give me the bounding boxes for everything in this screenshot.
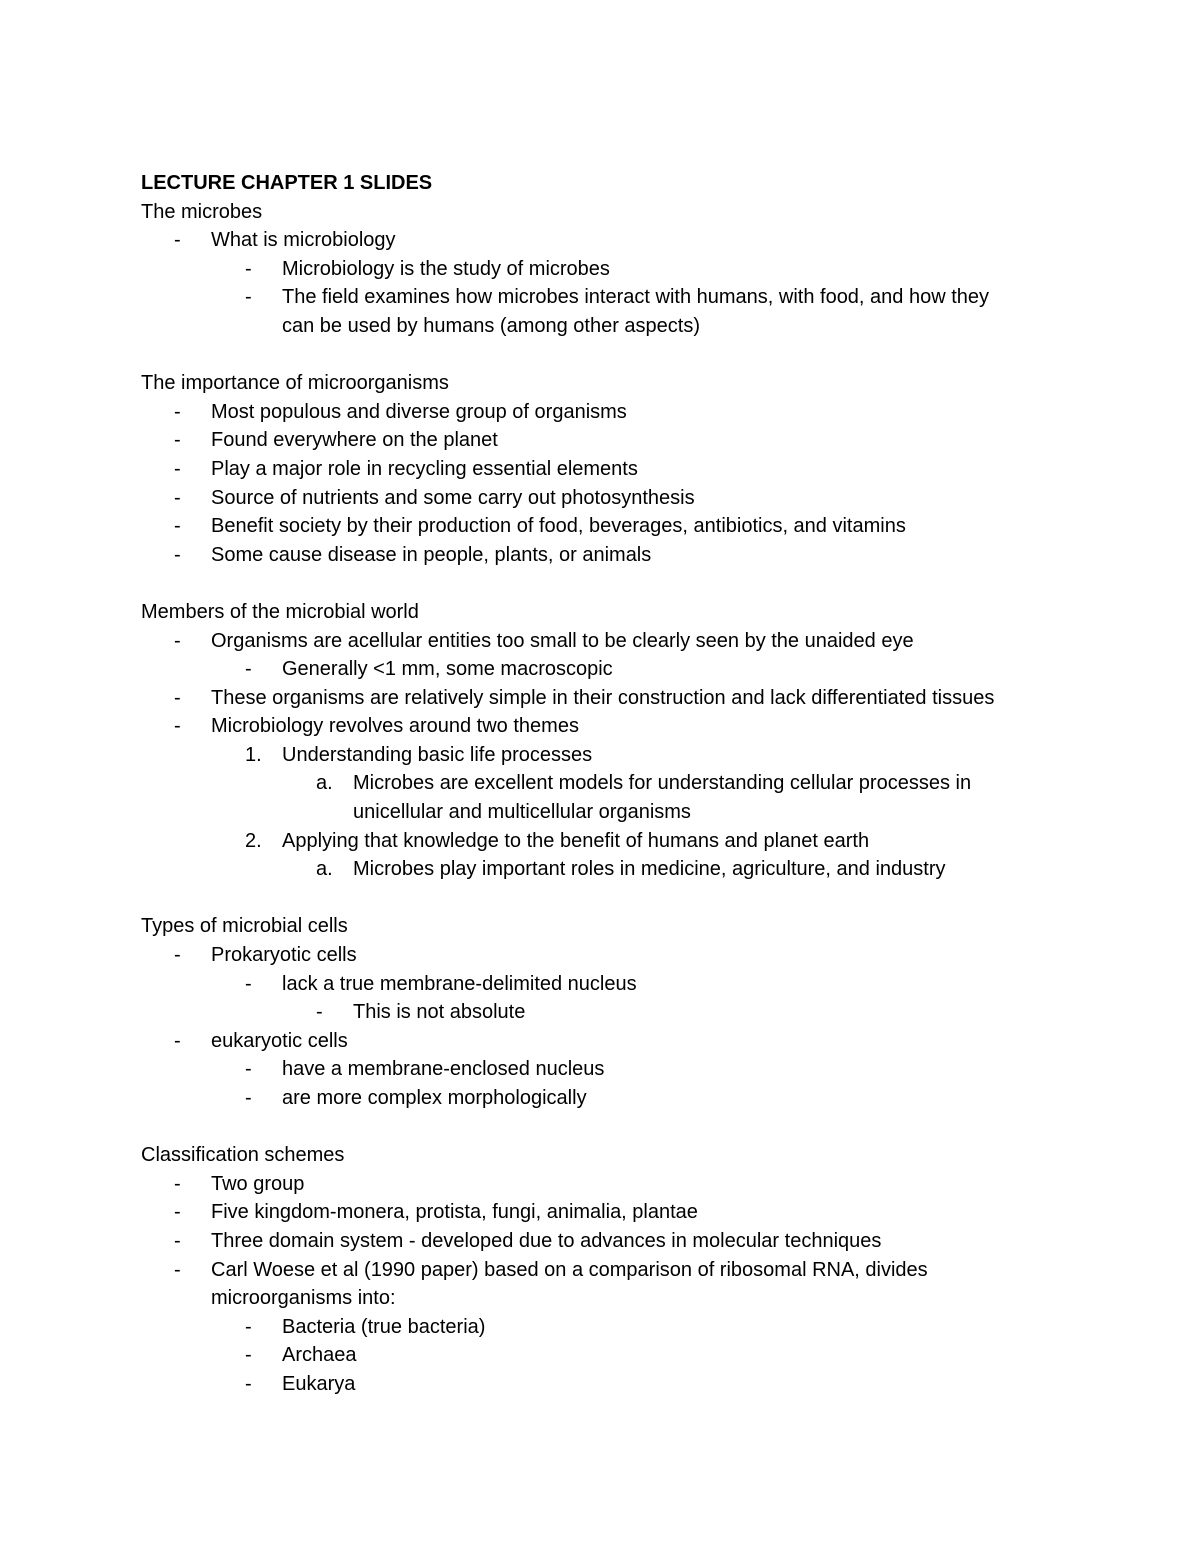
section-spacer xyxy=(141,884,1141,913)
list-marker: a. xyxy=(316,858,333,881)
list-marker: - xyxy=(245,257,252,280)
bullet-list-item xyxy=(141,1170,1141,1199)
bullet-list-item xyxy=(141,970,1141,999)
list-marker: - xyxy=(174,1029,181,1052)
section-heading xyxy=(141,912,1141,941)
list-marker: - xyxy=(174,486,181,509)
bullet-list-item xyxy=(141,283,1141,312)
bullet-list-item xyxy=(141,426,1141,455)
list-marker: - xyxy=(174,543,181,566)
list-marker: - xyxy=(174,457,181,480)
list-marker: - xyxy=(174,1172,181,1195)
section-spacer xyxy=(141,569,1141,598)
list-item-text: Source of nutrients and some carry out photosynthesis xyxy=(211,486,695,509)
list-item-text: Generally <1 mm, some macroscopic xyxy=(282,658,613,681)
bullet-list-item xyxy=(141,255,1141,284)
section-heading-text: Members of the microbial world xyxy=(141,600,419,623)
list-item-text: unicellular and multicellular organisms xyxy=(353,801,691,824)
bullet-list-item xyxy=(141,655,1141,684)
list-marker: - xyxy=(245,1058,252,1081)
list-marker: - xyxy=(245,1372,252,1395)
bullet-list-item xyxy=(141,1227,1141,1256)
bullet-list-item xyxy=(141,627,1141,656)
list-marker: - xyxy=(245,286,252,309)
list-item-text: Organisms are acellular entities too small to be clearly seen by the unaided eye xyxy=(211,629,914,652)
list-marker: - xyxy=(174,715,181,738)
list-item-text: Most populous and diverse group of organisms xyxy=(211,400,627,423)
list-marker: - xyxy=(245,1344,252,1367)
list-marker: - xyxy=(174,686,181,709)
list-item-text: Understanding basic life processes xyxy=(282,743,593,766)
list-marker: 1. xyxy=(245,743,262,766)
section-heading-text: Classification schemes xyxy=(141,1144,345,1167)
list-item-text: These organisms are relatively simple in their construction and lack differentiated tissues xyxy=(211,686,995,709)
list-marker: - xyxy=(174,429,181,452)
section-heading xyxy=(141,1141,1141,1170)
bullet-list-item xyxy=(141,398,1141,427)
bullet-list-item xyxy=(141,1341,1141,1370)
list-item-text: microorganisms into: xyxy=(211,1287,396,1310)
list-marker: - xyxy=(174,229,181,252)
bullet-list-item xyxy=(141,684,1141,713)
list-item-text: Microbiology is the study of microbes xyxy=(282,257,610,280)
bullet-list-item xyxy=(141,1256,1141,1285)
lettered-list-item xyxy=(141,855,1141,884)
bullet-list-item xyxy=(141,512,1141,541)
lettered-list-item xyxy=(141,769,1141,798)
list-item-text: Two group xyxy=(211,1172,305,1195)
list-marker: - xyxy=(174,515,181,538)
bullet-list-item xyxy=(141,541,1141,570)
bullet-list-item xyxy=(141,226,1141,255)
section-heading xyxy=(141,198,1141,227)
numbered-list-item xyxy=(141,741,1141,770)
document-body xyxy=(141,169,1141,1399)
section-heading-text: Types of microbial cells xyxy=(141,915,348,938)
list-item-continuation xyxy=(141,312,1141,341)
list-item-text: Microbes are excellent models for understanding cellular processes in xyxy=(353,772,972,795)
list-item-text: can be used by humans (among other aspects) xyxy=(282,314,701,337)
bullet-list-item xyxy=(141,455,1141,484)
notes-list xyxy=(141,198,1141,1399)
list-marker: - xyxy=(245,1315,252,1338)
list-item-continuation xyxy=(141,798,1141,827)
section-spacer xyxy=(141,341,1141,370)
list-marker: - xyxy=(174,944,181,967)
list-marker: - xyxy=(174,400,181,423)
list-item-text: are more complex morphologically xyxy=(282,1087,587,1109)
list-item-text: Five kingdom-monera, protista, fungi, animalia, plantae xyxy=(211,1201,698,1224)
list-item-text: Prokaryotic cells xyxy=(211,944,357,967)
list-marker: - xyxy=(245,972,252,995)
bullet-list-item xyxy=(141,1027,1141,1056)
document-title xyxy=(141,169,1141,198)
bullet-list-item xyxy=(141,484,1141,513)
list-item-text: eukaryotic cells xyxy=(211,1029,348,1052)
list-item-text: Archaea xyxy=(282,1344,357,1367)
bullet-list-item xyxy=(141,1198,1141,1227)
list-item-text: Benefit society by their production of food, beverages, antibiotics, and vitamins xyxy=(211,515,906,538)
list-marker: - xyxy=(174,1258,181,1281)
list-marker: a. xyxy=(316,772,333,795)
list-marker: - xyxy=(174,1201,181,1224)
bullet-list-item xyxy=(141,941,1141,970)
list-item-text: Bacteria (true bacteria) xyxy=(282,1315,486,1338)
list-item-text: have a membrane-enclosed nucleus xyxy=(282,1058,605,1081)
list-item-text: Microbiology revolves around two themes xyxy=(211,715,579,738)
list-item-text: lack a true membrane-delimited nucleus xyxy=(282,972,637,995)
bullet-list-item xyxy=(141,998,1141,1027)
section-heading xyxy=(141,369,1141,398)
list-item-text: Some cause disease in people, plants, or animals xyxy=(211,543,652,566)
list-marker: - xyxy=(245,1087,252,1109)
section-heading-text: The importance of microorganisms xyxy=(141,372,449,395)
list-item-text: Microbes play important roles in medicine, agriculture, and industry xyxy=(353,858,946,881)
list-item-text: Three domain system - developed due to advances in molecular techniques xyxy=(211,1229,882,1252)
list-marker: - xyxy=(174,629,181,652)
section-heading-text: The microbes xyxy=(141,200,263,223)
bullet-list-item xyxy=(141,1055,1141,1084)
numbered-list-item xyxy=(141,827,1141,856)
list-item-text: Found everywhere on the planet xyxy=(211,429,498,452)
list-item-text: Play a major role in recycling essential elements xyxy=(211,457,638,480)
list-item-text: What is microbiology xyxy=(211,229,396,252)
section-spacer xyxy=(141,1113,1141,1142)
section-heading xyxy=(141,598,1141,627)
list-marker: - xyxy=(174,1229,181,1252)
list-marker: - xyxy=(316,1001,323,1024)
list-item-continuation xyxy=(141,1284,1141,1313)
bullet-list-item xyxy=(141,712,1141,741)
list-item-text: Eukarya xyxy=(282,1372,356,1395)
bullet-list-item xyxy=(141,1370,1141,1399)
list-item-text: Carl Woese et al (1990 paper) based on a comparison of ribosomal RNA, divides xyxy=(211,1258,928,1281)
document-title-text: LECTURE CHAPTER 1 SLIDES xyxy=(141,172,433,194)
list-marker: - xyxy=(245,658,252,681)
bullet-list-item xyxy=(141,1084,1141,1113)
bullet-list-item xyxy=(141,1313,1141,1342)
list-item-text: This is not absolute xyxy=(353,1001,526,1024)
list-marker: 2. xyxy=(245,829,262,852)
list-item-text: Applying that knowledge to the benefit of humans and planet earth xyxy=(282,829,870,852)
list-item-text: The field examines how microbes interact with humans, with food, and how they xyxy=(282,286,990,309)
